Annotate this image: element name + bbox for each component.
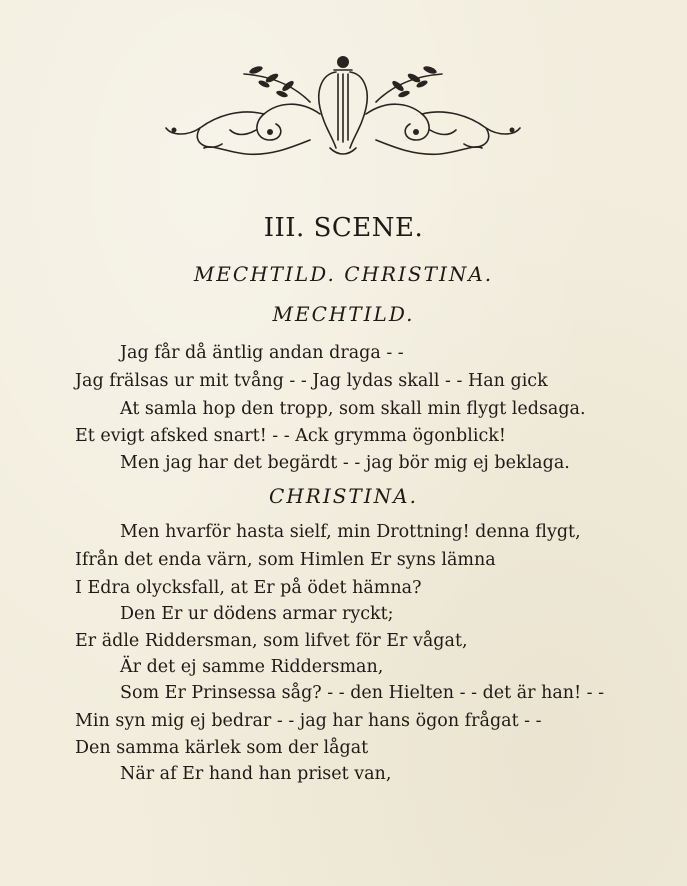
speaker-christina: CHRISTINA. [269,484,418,508]
verse-line: Ifrån det enda värn, som Himlen Er syns lämna [75,550,496,570]
verse-line: Min syn mig ej bedrar - - jag har hans ögon frågat - - [75,711,542,731]
scene-characters: MECHTILD. CHRISTINA. [193,262,494,286]
verse-line: När af Er hand han priset van, [120,764,392,784]
verse-line: Er ädle Riddersman, som lifvet för Er vågat, [75,631,468,651]
verse-line: Jag frälsas ur mit tvång - - Jag lydas skall - - Han gick [75,371,548,391]
verse-line: Et evigt afsked snart! - - Ack grymma ögonblick! [75,426,506,446]
scene-title: III. SCENE. [263,213,424,243]
verse-line: I Edra olycksfall, at Er på ödet hämna? [75,578,422,598]
verse-line: Men jag har det begärdt - - jag bör mig ej beklaga. [120,453,570,473]
verse-line: Som Er Prinsessa såg? - - den Hielten - - det är han! - - [120,683,605,703]
verse-line: Är det ej samme Riddersman, [120,657,384,677]
speaker-mechtild: MECHTILD. [272,302,415,326]
verse-line: Den Er ur dödens armar ryckt; [120,604,394,624]
verse-line: Jag får då äntlig andan draga - - [120,343,404,363]
verse-line: Men hvarför hasta sielf, min Drottning! denna flygt, [120,522,581,542]
verse-line: At samla hop den tropp, som skall min flygt ledsaga. [120,399,586,419]
lyre-ornament-icon [160,44,526,170]
verse-line: Den samma kärlek som der lågat [75,738,369,758]
